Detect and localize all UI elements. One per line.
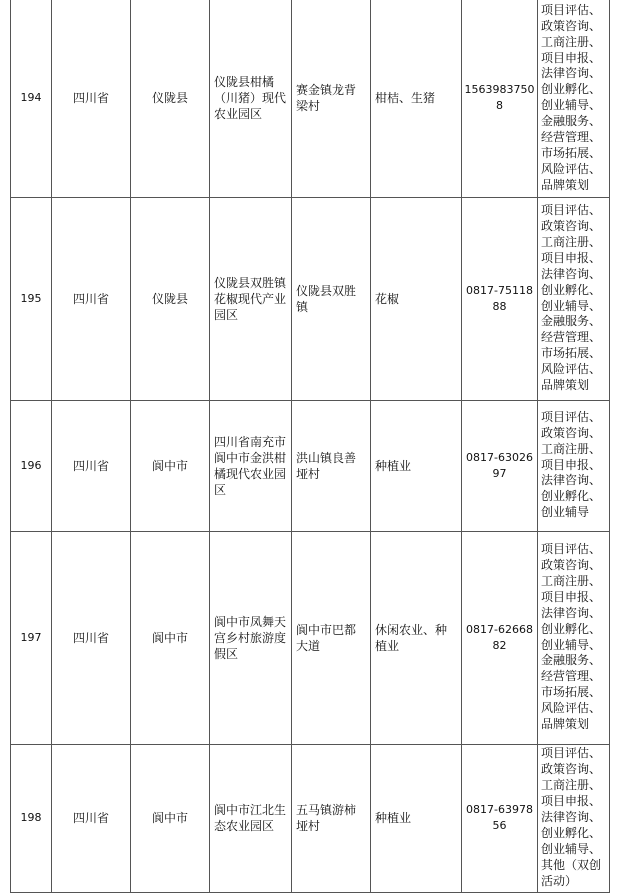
service-line: 工商注册、 — [541, 441, 602, 456]
service-line: 其他（双创 — [541, 857, 602, 872]
services-cell — [538, 531, 610, 744]
county-cell: 阆中市 — [131, 531, 210, 744]
park-name-cell: 阆中市凤舞天宫乡村旅游度假区 — [210, 531, 292, 744]
service-line: 项目评估、 — [541, 2, 602, 17]
service-line: 法律咨询、 — [541, 605, 602, 620]
service-line: 市场拓展、 — [541, 145, 602, 160]
industry-cell: 种植业 — [371, 400, 462, 531]
service-line: 项目评估、 — [541, 203, 602, 218]
phone-cell: 0817-6397856 — [462, 744, 538, 892]
table-row — [11, 744, 610, 892]
phone-cell: 0817-6302697 — [462, 400, 538, 531]
service-line: 项目评估、 — [541, 542, 602, 557]
service-line: 法律咨询、 — [541, 266, 602, 281]
service-line: 创业孵化、 — [541, 825, 602, 840]
service-line: 创业孵化、 — [541, 282, 602, 297]
county-cell: 仪陇县 — [131, 0, 210, 197]
service-line: 政策咨询、 — [541, 557, 602, 572]
services-cell — [538, 0, 610, 197]
service-line: 金融服务、 — [541, 314, 602, 329]
service-line: 品牌策划 — [541, 717, 590, 732]
province-cell: 四川省 — [52, 0, 131, 197]
service-line: 政策咨询、 — [541, 425, 602, 440]
services-cell — [538, 197, 610, 400]
service-line: 政策咨询、 — [541, 762, 602, 777]
industry-cell: 柑桔、生猪 — [371, 0, 462, 197]
county-cell: 阆中市 — [131, 400, 210, 531]
service-line: 风险评估、 — [541, 362, 602, 377]
county-cell: 阆中市 — [131, 744, 210, 892]
service-line: 创业辅导、 — [541, 841, 602, 856]
service-line: 品牌策划 — [541, 378, 590, 393]
phone-cell: 0817-7511888 — [462, 197, 538, 400]
service-line: 创业辅导 — [541, 505, 590, 520]
table-row — [11, 197, 610, 400]
service-line: 经营管理、 — [541, 130, 602, 145]
location-cell: 洪山镇良善垭村 — [292, 400, 371, 531]
service-line: 创业孵化、 — [541, 621, 602, 636]
province-cell: 四川省 — [52, 531, 131, 744]
province-cell: 四川省 — [52, 197, 131, 400]
service-line: 法律咨询、 — [541, 473, 602, 488]
location-cell: 仪陇县双胜镇 — [292, 197, 371, 400]
province-cell: 四川省 — [52, 400, 131, 531]
park-name-cell: 仪陇县柑橘（川猪）现代农业园区 — [210, 0, 292, 197]
service-line: 经营管理、 — [541, 330, 602, 345]
service-line: 金融服务、 — [541, 653, 602, 668]
row-number: 194 — [11, 0, 52, 197]
service-line: 经营管理、 — [541, 669, 602, 684]
row-number: 198 — [11, 744, 52, 892]
park-name-cell: 四川省南充市阆中市金洪柑橘现代农业园区 — [210, 400, 292, 531]
service-line: 项目申报、 — [541, 457, 602, 472]
park-name-cell: 仪陇县双胜镇花椒现代产业园区 — [210, 197, 292, 400]
service-line: 品牌策划 — [541, 177, 590, 192]
service-line: 项目申报、 — [541, 250, 602, 265]
industry-cell: 休闲农业、种植业 — [371, 531, 462, 744]
service-line: 市场拓展、 — [541, 685, 602, 700]
row-number: 196 — [11, 400, 52, 531]
service-line: 项目评估、 — [541, 746, 602, 761]
service-line: 创业孵化、 — [541, 489, 602, 504]
province-cell: 四川省 — [52, 744, 131, 892]
service-line: 政策咨询、 — [541, 218, 602, 233]
location-cell: 阆中市巴都大道 — [292, 531, 371, 744]
location-cell: 赛金镇龙背梁村 — [292, 0, 371, 197]
service-line: 工商注册、 — [541, 234, 602, 249]
service-line: 项目申报、 — [541, 794, 602, 809]
service-line: 项目申报、 — [541, 589, 602, 604]
service-line: 金融服务、 — [541, 114, 602, 129]
service-line: 项目评估、 — [541, 409, 602, 424]
service-line: 风险评估、 — [541, 161, 602, 176]
service-line: 法律咨询、 — [541, 66, 602, 81]
county-cell: 仪陇县 — [131, 197, 210, 400]
phone-cell: 15639837508 — [462, 0, 538, 197]
services-cell — [538, 400, 610, 531]
service-line: 创业辅导、 — [541, 637, 602, 652]
industry-cell: 种植业 — [371, 744, 462, 892]
park-name-cell: 阆中市江北生态农业园区 — [210, 744, 292, 892]
service-line: 政策咨询、 — [541, 18, 602, 33]
table-row — [11, 0, 610, 197]
table-row — [11, 400, 610, 531]
service-line: 创业辅导、 — [541, 298, 602, 313]
park-table — [10, 0, 610, 893]
service-line: 活动） — [541, 873, 578, 888]
phone-cell: 0817-6266882 — [462, 531, 538, 744]
service-line: 法律咨询、 — [541, 810, 602, 825]
service-line: 工商注册、 — [541, 34, 602, 49]
service-line: 项目申报、 — [541, 50, 602, 65]
services-cell — [538, 744, 610, 892]
service-line: 市场拓展、 — [541, 346, 602, 361]
row-number: 197 — [11, 531, 52, 744]
location-cell: 五马镇游柿垭村 — [292, 744, 371, 892]
service-line: 工商注册、 — [541, 573, 602, 588]
service-line: 创业辅导、 — [541, 98, 602, 113]
table-row — [11, 531, 610, 744]
industry-cell: 花椒 — [371, 197, 462, 400]
service-line: 工商注册、 — [541, 778, 602, 793]
service-line: 风险评估、 — [541, 701, 602, 716]
row-number: 195 — [11, 197, 52, 400]
service-line: 创业孵化、 — [541, 82, 602, 97]
